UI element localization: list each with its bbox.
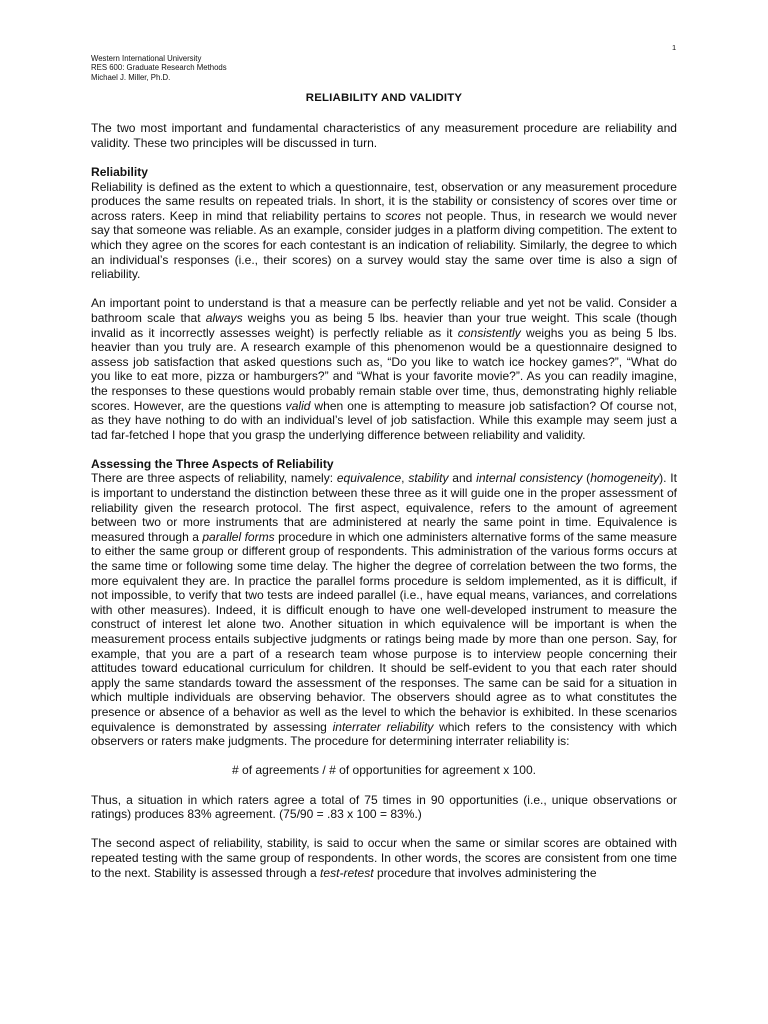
page-number: 1 xyxy=(672,43,677,52)
aspects-paragraph-3: The second aspect of reliability, stability, is said to occur when the same or similar scores are obtained with repeated testing with the same group of respondents. In other words, the scores are consistent from one time to the next. Stability is assessed through a test-retest procedure that involves administering the xyxy=(91,836,677,880)
reliability-paragraph-1: Reliability is defined as the extent to which a questionnaire, test, observation or any measurement procedure produces the same results on repeated trials. In short, it is the stability or consistency of scores over time or across raters. Keep in mind that reliability pertains to scores not people. Thus, in research we would never say that someone was reliable. As an example, consider judges in a platform diving competition. The extent to which they agree on the scores for each contestant is an indication of reliability. Similarly, the degree to which an individual’s responses (i.e., their scores) on a survey would stay the same over time is also a sign of reliability. xyxy=(91,179,678,282)
aspects-paragraph-1: There are three aspects of reliability, namely: equivalence, stability and internal consistency (homogeneity). It is important to understand the distinction between these three as it will guide one in the proper assessment of reliability given the research protocol. The first aspect, equivalence, refers to the amount of agreement between two or more instruments that are administered at nearly the same point in time. Equivalence is measured through a parallel forms procedure in which one administers alternative forms of the same measure to either the same group or different group of respondents. This administration of the various forms occurs at the same time or following some time delay. The higher the degree of correlation between the two forms, the more equivalent they are. In practice the parallel forms procedure is seldom implemented, as it is difficult, if not impossible, to verify that two tests are indeed parallel (i.e., have equal means, variances, and correlations with other measures). Indeed, it is difficult enough to have one well-developed instrument to measure the construct of interest let alone two. Another situation in which equivalence will be important is when the measurement process entails subjective judgments or ratings being made by more than one person. Say, for example, that you are a part of a research team whose purpose is to interview people concerning their attitudes toward educational curriculum for children. It should be self-evident to you that each rater should apply the same standards toward the assessment of the responses. The same can be said for a situation in which multiple individuals are observing behavior. The observers should agree as to what constitutes the presence or absence of a behavior as well as the level to which the behavior is exhibited. In these scenarios equivalence is demonstrated by assessing interrater reliability which refers to the consistency with which observers or raters make judgments. The procedure for determining interrater reliability is: xyxy=(91,471,678,749)
interrater-formula: # of agreements / # of opportunities for agreement x 100. xyxy=(231,763,537,778)
course-name: RES 600: Graduate Research Methods xyxy=(91,63,227,73)
aspects-heading: Assessing the Three Aspects of Reliability xyxy=(91,456,334,471)
author-name: Michael J. Miller, Ph.D. xyxy=(91,72,171,82)
reliability-paragraph-2: An important point to understand is that a measure can be perfectly reliable and yet not be valid. Consider a bathroom scale that always weighs you as being 5 lbs. heavier than your true weight. This scale (though invalid as it incorrectly assesses weight) is perfectly reliable as it consistently weighs you as being 5 lbs. heavier than you truly are. A research example of this phenomenon would be a questionnaire designed to assess job satisfaction that asked questions such as, “Do you like to watch ice hockey games?”, “What do you like to eat more, pizza or hamburgers?” and “What is your favorite movie?”. As you can readily imagine, the responses to these questions would probably remain stable over time, thus, demonstrating highly reliable scores. However, are the questions valid when one is attempting to measure job satisfaction? Of course not, as they have nothing to do with an individual’s level of job satisfaction. While this example may seem just a tad far-fetched I hope that you grasp the underlying difference between reliability and validity. xyxy=(91,296,677,442)
aspects-paragraph-2: Thus, a situation in which raters agree a total of 75 times in 90 opportunities (i.e., unique observations or ratings) produces 83% agreement. (75/90 = .83 x 100 = 83%.) xyxy=(91,792,677,822)
institution-name: Western International University xyxy=(91,54,202,63)
document-header xyxy=(91,0,677,82)
intro-paragraph: The two most important and fundamental characteristics of any measurement procedure are reliability and validity. These two principles will be discussed in turn. xyxy=(91,121,677,150)
document-title: RELIABILITY AND VALIDITY xyxy=(305,92,463,105)
reliability-heading: Reliability xyxy=(91,165,148,179)
